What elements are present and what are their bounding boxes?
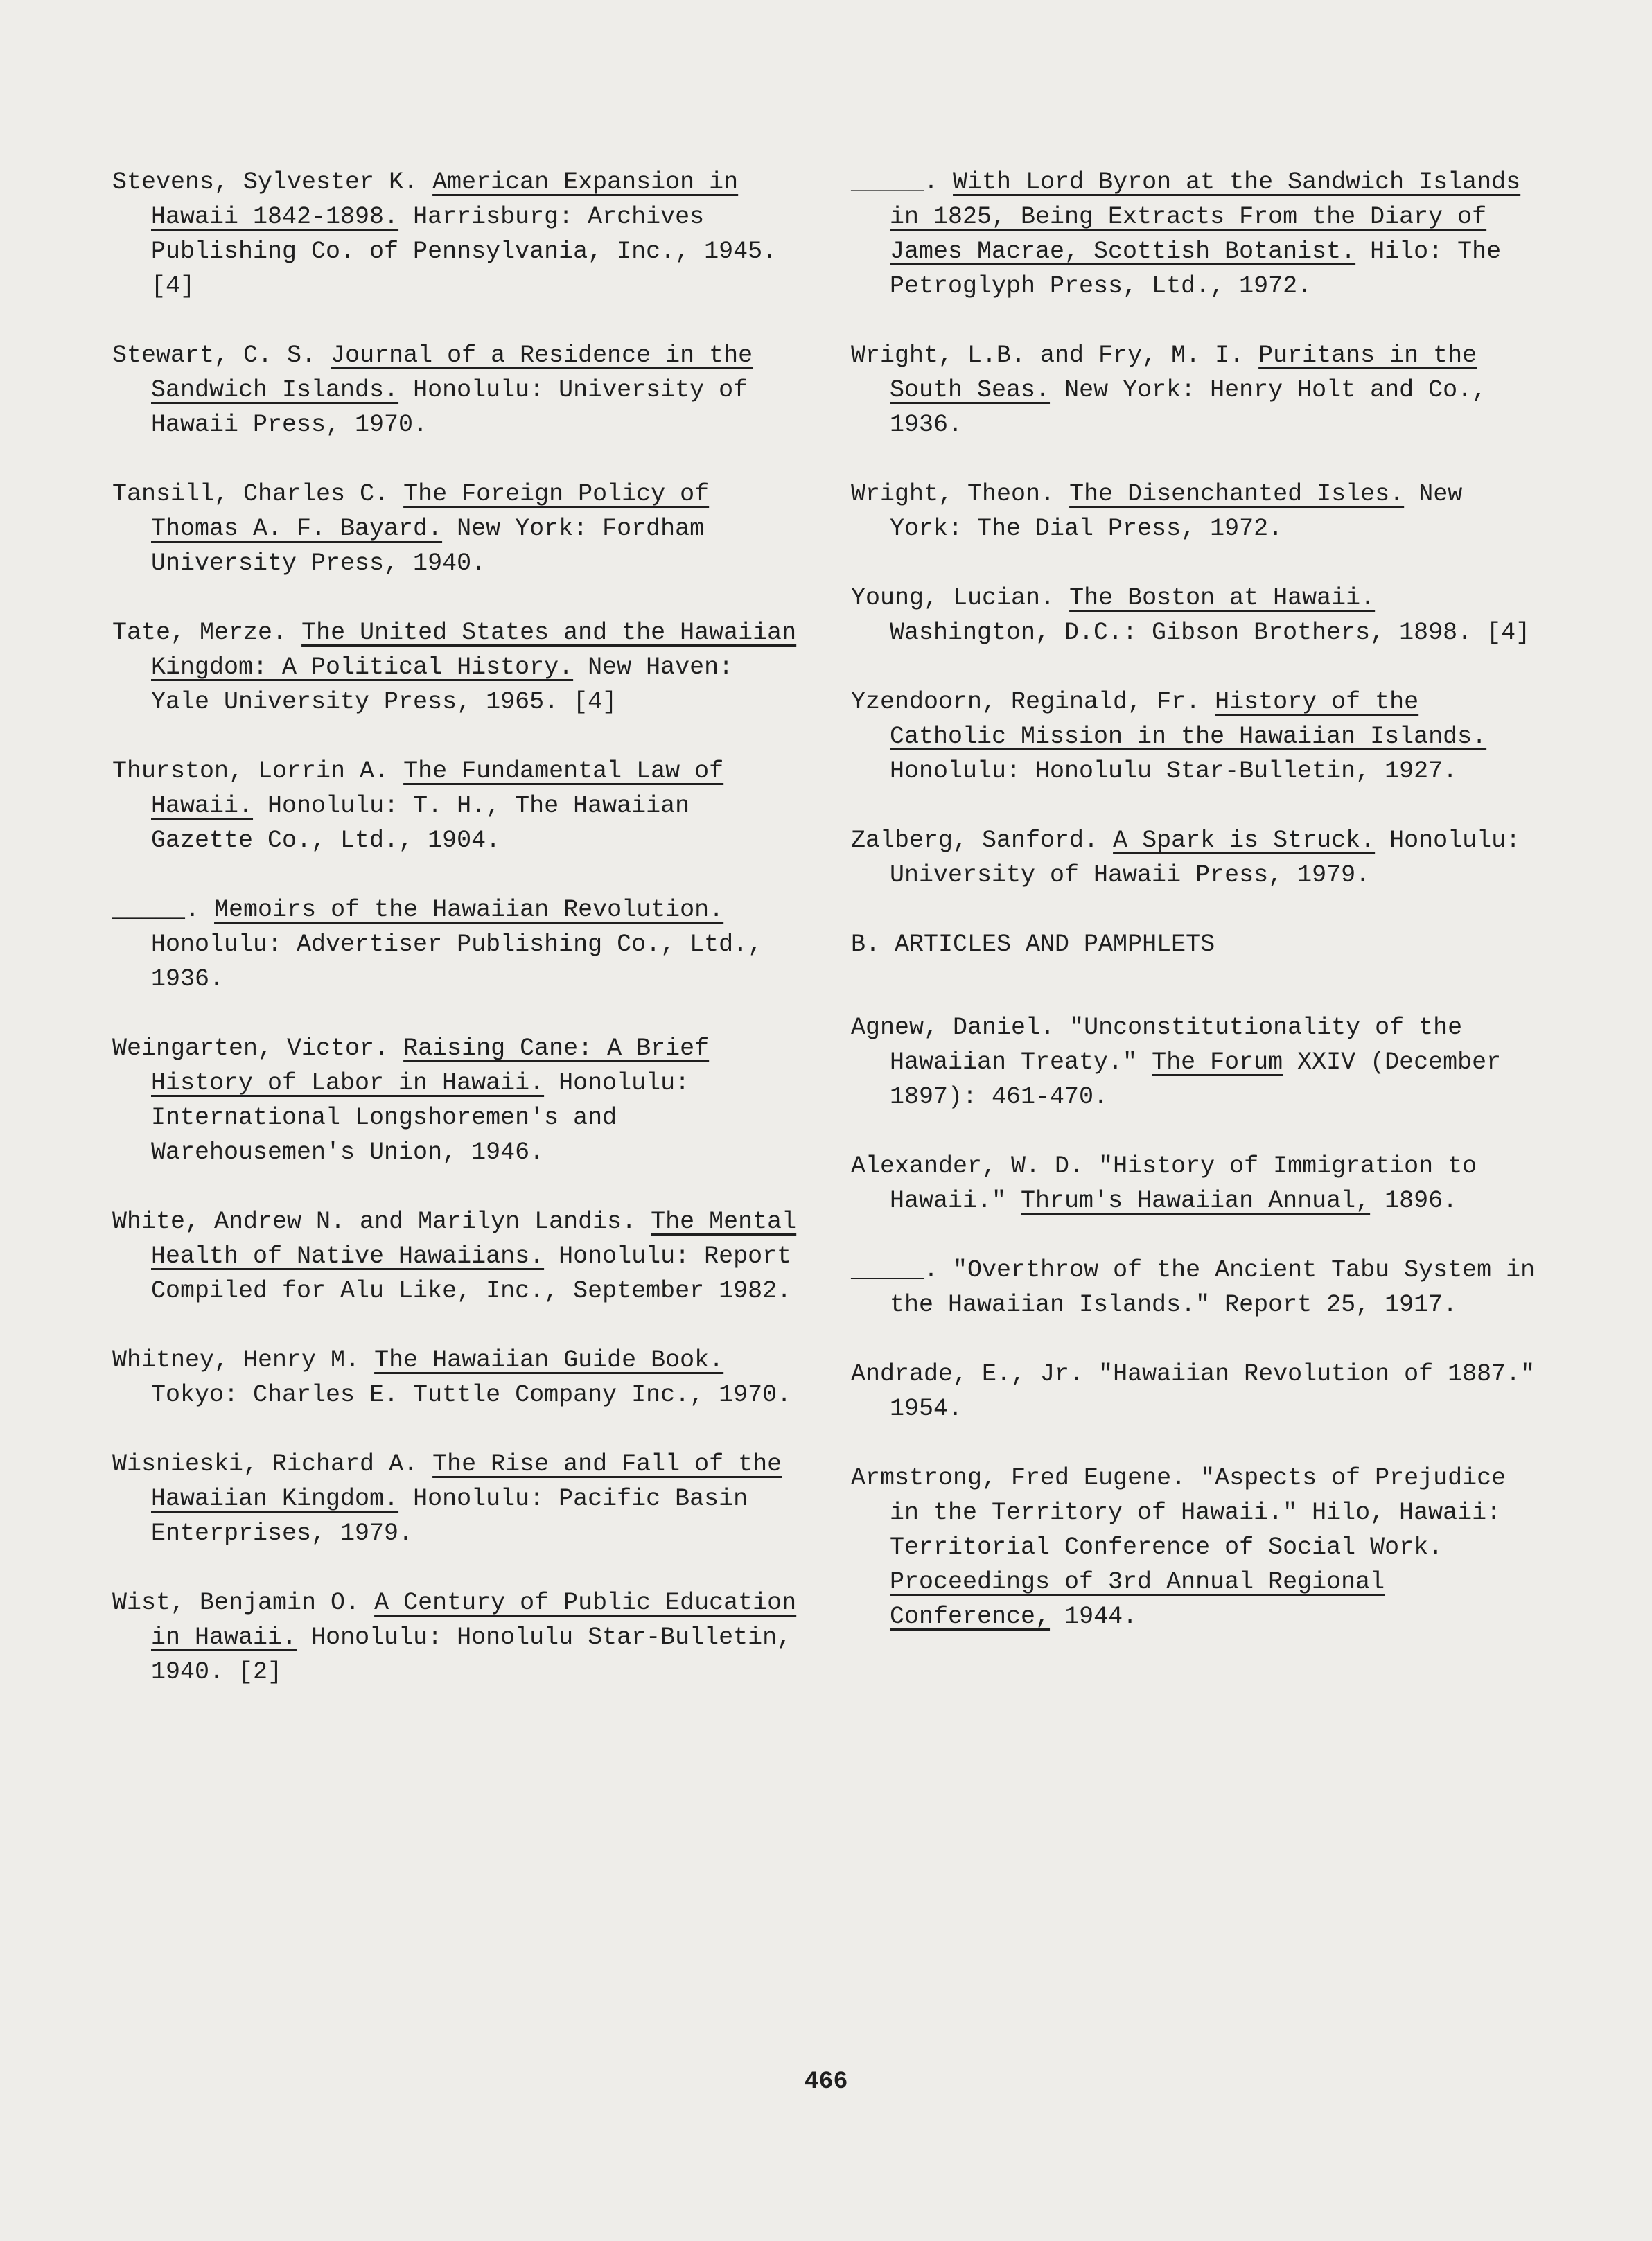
bib-entry: White, Andrew N. and Marilyn Landis. The Mental Health of Native Hawaiians. Honolulu: Report Compiled for Alu Like, Inc., September 1982. (112, 1208, 797, 1305)
bib-entry: Stewart, C. S. Journal of a Residence in the Sandwich Islands. Honolulu: University of Hawaii Press, 1970. (112, 342, 753, 439)
page-number: 466 (804, 2068, 848, 2095)
bib-entry: Wright, Theon. The Disenchanted Isles. New York: The Dial Press, 1972. (851, 480, 1463, 543)
bib-entry: Tate, Merze. The United States and the Hawaiian Kingdom: A Political History. New Haven: Yale University Press, 1965. [4] (112, 619, 797, 716)
article-entry: Agnew, Daniel. "Unconstitutionality of the Hawaiian Treaty." The Forum XXIV (December 1897): 461-470. (851, 1014, 1502, 1111)
article-entry: Armstrong, Fred Eugene. "Aspects of Prejudice in the Territory of Hawaii." Hilo, Hawaii: Territorial Conference of Social Work. Proceedings of 3rd Annual Regional Conference, 1944. (851, 1464, 1506, 1631)
bib-entry: Wist, Benjamin O. A Century of Public Education in Hawaii. Honolulu: Honolulu Star-Bulletin, 1940. [2] (112, 1589, 797, 1686)
bib-entry: Stevens, Sylvester K. American Expansion in Hawaii 1842-1898. Harrisburg: Archives Publishing Co. of Pennsylvania, Inc., 1945. [4] (112, 168, 777, 300)
section-heading: B. ARTICLES AND PAMPHLETS (851, 931, 1215, 958)
article-entry: Alexander, W. D. "History of Immigration to Hawaii." Thrum's Hawaiian Annual, 1896. (851, 1152, 1477, 1215)
left-column (112, 165, 798, 1724)
bib-entry: Thurston, Lorrin A. The Fundamental Law of Hawaii. Honolulu: T. H., The Hawaiian Gazette Co., Ltd., 1904. (112, 757, 724, 854)
bib-entry: _____. With Lord Byron at the Sandwich Islands in 1825, Being Extracts From the Diary of James Macrae, Scottish Botanist. Hilo: The Petroglyph Press, Ltd., 1972. (851, 168, 1521, 300)
bib-entry: Yzendoorn, Reginald, Fr. History of the Catholic Mission in the Hawaiian Islands. Honolulu: Honolulu Star-Bulletin, 1927. (851, 688, 1487, 785)
right-column (851, 165, 1544, 1669)
bib-entry: Zalberg, Sanford. A Spark is Struck. Honolulu: University of Hawaii Press, 1979. (851, 827, 1521, 889)
bib-entry: Weingarten, Victor. Raising Cane: A Brief History of Labor in Hawaii. Honolulu: International Longshoremen's and Warehousemen's Union, 1946. (112, 1035, 710, 1166)
bib-entry: Whitney, Henry M. The Hawaiian Guide Book. Tokyo: Charles E. Tuttle Company Inc., 1970. (112, 1346, 792, 1409)
bib-entry: Young, Lucian. The Boston at Hawaii. Washington, D.C.: Gibson Brothers, 1898. [4] (851, 584, 1531, 647)
article-entry: Andrade, E., Jr. "Hawaiian Revolution of 1887." 1954. (851, 1360, 1536, 1423)
article-entry: _____. "Overthrow of the Ancient Tabu System in the Hawaiian Islands." Report 25, 1917. (851, 1256, 1536, 1319)
bib-entry: _____. Memoirs of the Hawaiian Revolution. Honolulu: Advertiser Publishing Co., Ltd., 1936. (112, 896, 763, 993)
bib-entry: Wright, L.B. and Fry, M. I. Puritans in the South Seas. New York: Henry Holt and Co., 1936. (851, 342, 1487, 439)
bib-entry: Tansill, Charles C. The Foreign Policy of Thomas A. F. Bayard. New York: Fordham University Press, 1940. (112, 480, 710, 577)
bib-entry: Wisnieski, Richard A. The Rise and Fall of the Hawaiian Kingdom. Honolulu: Pacific Basin Enterprises, 1979. (112, 1450, 782, 1547)
